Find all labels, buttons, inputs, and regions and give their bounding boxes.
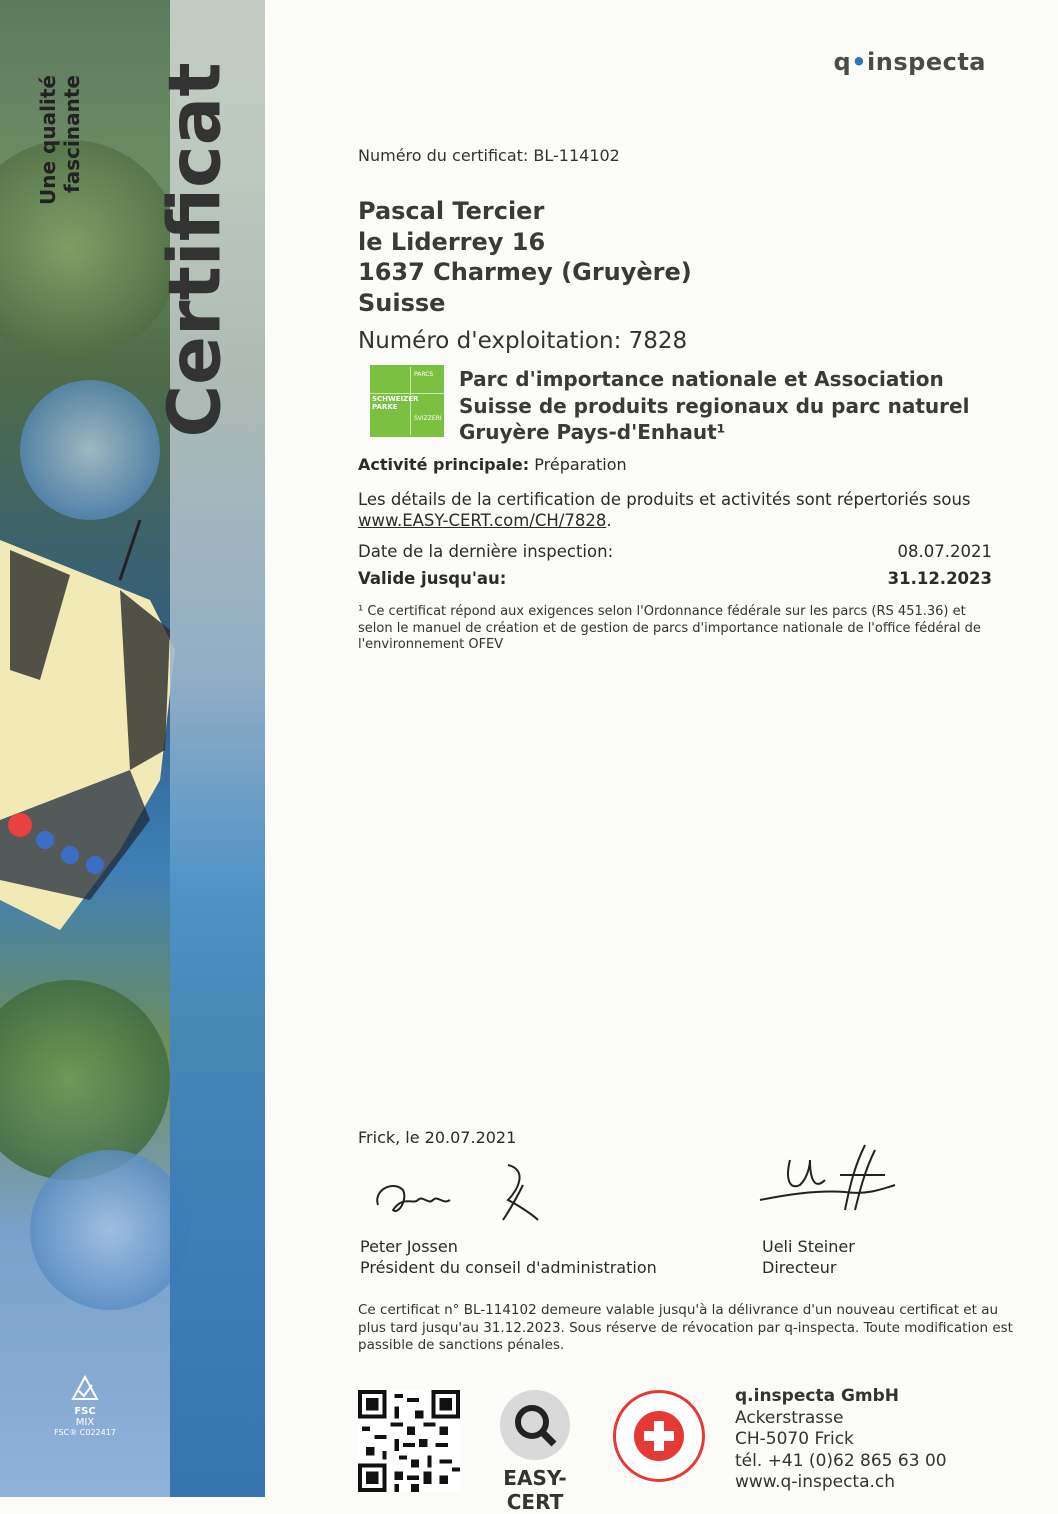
qr-code[interactable]: [358, 1390, 460, 1492]
valid-until-value: 31.12.2023: [887, 569, 992, 588]
tagline-line-1: Une qualité: [36, 75, 60, 205]
tagline-line-2: fascinante: [60, 75, 84, 193]
signer-2-name: Ueli Steiner: [762, 1237, 855, 1256]
main-activity: [358, 455, 627, 474]
fsc-label: FSC: [74, 1406, 96, 1417]
schweizer-parke-logo: [370, 365, 444, 437]
last-inspection-label: Date de la dernière inspection:: [358, 542, 614, 561]
activity-label: Activité principale:: [358, 455, 530, 474]
parc-logo-top: PARCS: [414, 371, 434, 378]
holder-city: 1637 Charmey (Gruyère): [358, 258, 692, 286]
fsc-mix: MIX: [75, 1417, 95, 1428]
parc-logo-bottom: SVIZZERI: [414, 415, 442, 422]
signer-1: [360, 1236, 657, 1278]
parc-logo-right: PARKE: [372, 403, 398, 411]
tagline: [10, 60, 110, 220]
holder-street: le Liderrey 16: [358, 227, 546, 256]
company-name: q.inspecta GmbH: [735, 1386, 900, 1406]
certificat-title: Certificat: [153, 62, 238, 438]
fsc-logo: [50, 1375, 120, 1437]
swiss-cross-icon: [634, 1411, 684, 1461]
parc-line-1: Parc d'importance nationale et Association: [459, 367, 944, 391]
signer-2-role: Directeur: [762, 1258, 837, 1277]
company-address: [735, 1386, 947, 1494]
details-end: .: [606, 511, 612, 530]
signature-ueli-steiner: [755, 1140, 900, 1225]
holder-country: Suisse: [358, 288, 446, 317]
easycert-logo: [476, 1390, 594, 1514]
easycert-link[interactable]: www.EASY-CERT.com/CH/7828: [358, 511, 607, 530]
valid-until-row: [358, 569, 992, 588]
exploitation-number: Numéro d'exploitation: 7828: [358, 328, 688, 354]
parc-line-3: Gruyère Pays-d'Enhaut¹: [459, 420, 726, 444]
holder-name: Pascal Tercier: [358, 197, 545, 225]
validity-note: Ce certificat n° BL-114102 demeure valable jusqu'à la délivrance d'un nouveau certificat et au plus tard jusqu'au 31.12.2023. Sous réserve de révocation par q-inspecta. Toute modification est passible de sanctions pénales.: [358, 1302, 1013, 1353]
valid-until-label: Valide jusqu'au:: [358, 569, 507, 588]
footnote: ¹ Ce certificat répond aux exigences selon l'Ordonnance fédérale sur les parcs (RS 451.36) et selon le manuel de création et de gestion de parcs d'importance nationale de l'office fédéral de l'environnement OFEV: [358, 604, 981, 652]
qinspecta-logo: [834, 48, 986, 76]
company-web[interactable]: www.q-inspecta.ch: [735, 1472, 896, 1492]
magnifier-icon: [500, 1390, 570, 1460]
signer-1-role: Président du conseil d'administration: [360, 1258, 657, 1277]
signer-1-name: Peter Jossen: [360, 1237, 458, 1256]
logo-dot: •: [851, 48, 868, 76]
parc-line-2: Suisse de produits regionaux du parc naturel: [459, 393, 970, 418]
logo-text: inspecta: [867, 48, 986, 76]
logo-q: q: [833, 48, 852, 76]
fsc-code: FSC® C022417: [54, 1428, 116, 1437]
easycert-label: EASY-CERT: [503, 1466, 567, 1514]
tree-checkmark-icon: [70, 1375, 100, 1403]
certificate-number: Numéro du certificat: BL-114102: [358, 146, 620, 165]
last-inspection-row: [358, 542, 992, 561]
parc-logo-left: SCHWEIZER: [372, 395, 419, 403]
company-street: Ackerstrasse: [735, 1407, 844, 1428]
details-text: [358, 489, 998, 531]
details-sentence: Les détails de la certification de produits et activités sont répertoriés sous: [358, 490, 971, 509]
place-date: Frick, le 20.07.2021: [358, 1128, 517, 1147]
parc-description: [459, 366, 1019, 446]
last-inspection-value: 08.07.2021: [897, 542, 992, 561]
holder-address: [358, 196, 692, 318]
activity-value: Préparation: [534, 455, 627, 474]
company-phone: tél. +41 (0)62 865 63 00: [735, 1450, 947, 1471]
company-city: CH-5070 Frick: [735, 1429, 854, 1449]
swiss-accreditation-logo: [613, 1390, 705, 1482]
signature-peter-jossen: [368, 1160, 558, 1230]
vertical-title: [145, 60, 245, 440]
signer-2: [762, 1236, 855, 1278]
